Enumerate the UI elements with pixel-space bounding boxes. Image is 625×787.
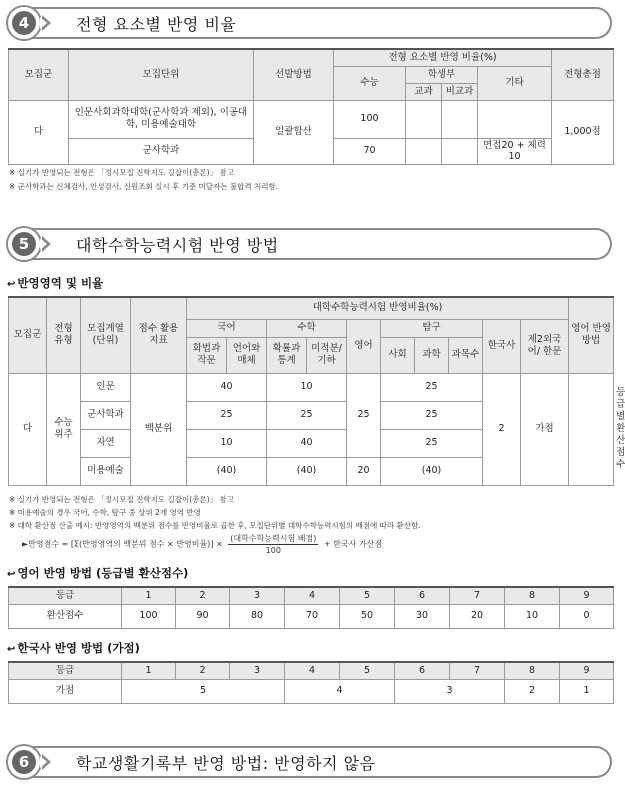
- section-number-badge: 6: [6, 744, 42, 780]
- cell-math: (40): [267, 457, 347, 485]
- note: ※ 실기가 반영되는 전형은 「정시모집 진학지도 길잡이(총론)」 참고: [9, 495, 234, 504]
- points-cell: 5: [122, 679, 285, 703]
- score-cell: 30: [395, 604, 450, 628]
- header-ko1: 화법과 작문: [187, 337, 227, 373]
- grade-cell: 4: [285, 587, 340, 604]
- grade-cell: 4: [285, 662, 340, 679]
- cell-total: 1,000점: [552, 100, 614, 165]
- subsection-title: ↩ 한국사 반영 방법 (가점): [7, 641, 140, 655]
- cell-method: 일괄합산: [254, 100, 334, 165]
- header-voc: 과목수: [449, 337, 483, 373]
- arrow-bullet-icon: ↩: [7, 644, 16, 655]
- header-group: 모집군: [9, 297, 47, 373]
- grade-cell: 1: [122, 587, 176, 604]
- grade-cell: 8: [505, 662, 560, 679]
- grade-cell: 3: [230, 662, 285, 679]
- cell-voc-count: 2: [483, 373, 521, 485]
- cell-group: 다: [9, 373, 47, 485]
- header-ratio: 전형 요소별 반영 비율(%): [334, 49, 552, 66]
- grade-cell: 9: [560, 662, 614, 679]
- grade-cell: 2: [176, 662, 230, 679]
- grade-cell: 1: [122, 662, 176, 679]
- header-m2: 미적분/ 기하: [307, 337, 347, 373]
- header-series: 모집계열 (단위): [81, 297, 131, 373]
- header-math: 수학: [267, 319, 347, 337]
- grade-cell: 5: [340, 587, 395, 604]
- header-etc: 기타: [478, 66, 552, 100]
- cell-score: 백분위: [131, 373, 187, 485]
- header-inquiry: 탐구: [381, 319, 483, 337]
- section-5-header: [6, 226, 612, 262]
- history-points-table: [8, 661, 614, 704]
- arrow-icon: [42, 15, 51, 31]
- cell-unit-2: 군사학과: [69, 138, 254, 165]
- note: ※ 실기가 반영되는 전형은 「정시모집 진학지도 길잡이(총론)」 참고: [9, 168, 234, 177]
- score-cell: 70: [285, 604, 340, 628]
- note: ※ 대학 환산점 산출 예시: 반영영역의 백분위 점수를 반영비율로 곱한 후, 모집단위별 대학수학능력시험의 배점에 따라 환산함.: [9, 521, 421, 530]
- cell-unit-1: 인문사회과학대학(군사학과 제외), 이공대학, 미용예술대학: [69, 100, 254, 138]
- points-cell: 1: [560, 679, 614, 703]
- section-number-badge: 5: [6, 226, 42, 262]
- arrow-icon: [42, 236, 51, 252]
- header-history: 한국사: [483, 319, 521, 373]
- csat-ratio-table: 모집군 전형 유형 모집계열 (단위) 점수 활용 지표 대학수학능력시험 반영비율(%) 영어 반영 방법 국어 수학 영어 탐구 한국사 제2외국어/ 한문 화법과 작문 언어와 매체 확률과통계 미적분/ 기하 사회 과학 과목수 다 수능 위주 인문 백분위 40 10 25 25 2 가점 등급별 환산점수 군사학과 25 25 25 자연 10 40 25 미용예술 (40) (40) 20 (40): [8, 296, 614, 486]
- note: ※ 군사학과는 신체검사, 인성검사, 신원조회 실시 후 기준 미달자는 불합격 처리함.: [9, 182, 279, 191]
- grade-cell: 6: [395, 662, 450, 679]
- header-unit: 모집단위: [69, 49, 254, 100]
- cell-series: 군사학과: [81, 401, 131, 429]
- score-cell: 10: [505, 604, 560, 628]
- header-science: 과학: [415, 337, 449, 373]
- cell-series: 미용예술: [81, 457, 131, 485]
- header-eng-method: 영어 반영 방법: [569, 297, 614, 373]
- header-total: 전형총점: [552, 49, 614, 100]
- header-method: 선발방법: [254, 49, 334, 100]
- cell-inquiry: 25: [381, 429, 483, 457]
- header-ratio: 대학수학능력시험 반영비율(%): [187, 297, 569, 319]
- score-formula: ►반영점수 = [Σ(반영영역의 백분위 점수 × 반영비율)] × $\frac{\text{(대학수학능력시험 배점)}}{100}$ + 한국사 가산점: [22, 534, 383, 555]
- arrow-bullet-icon: ↩: [7, 279, 16, 290]
- header-second-language: 제2외국어/ 한문: [521, 319, 569, 373]
- cell-etc-2: 면접20 + 체력10: [478, 138, 552, 165]
- cell-suneung-1: 100: [334, 100, 406, 138]
- header-ko2: 언어와 매체: [227, 337, 267, 373]
- row-label: 환산점수: [9, 604, 122, 628]
- header-korean: 국어: [187, 319, 267, 337]
- header-suneung: 수능: [334, 66, 406, 100]
- grade-cell: 5: [340, 662, 395, 679]
- points-cell: 4: [285, 679, 395, 703]
- cell-history: 가점: [521, 373, 569, 485]
- cell-math: 25: [267, 401, 347, 429]
- section-title: 학교생활기록부 반영 방법: 반영하지 않음: [76, 754, 376, 773]
- cell-inquiry: 25: [381, 373, 483, 401]
- header-grade: 등급: [9, 587, 122, 604]
- cell-korean: 10: [187, 429, 267, 457]
- note: ※ 미용예술의 경우 국어, 수학, 탐구 중 상위 2개 영역 반영: [9, 508, 201, 517]
- grade-cell: 3: [230, 587, 285, 604]
- score-cell: 90: [176, 604, 230, 628]
- cell-inquiry: 25: [381, 401, 483, 429]
- english-score-table: [8, 586, 614, 629]
- section-title: 대학수학능력시험 반영 방법: [76, 236, 279, 255]
- header-nonsubject: 비교과: [442, 83, 478, 100]
- cell-korean: (40): [187, 457, 267, 485]
- section-title: 전형 요소별 반영 비율: [76, 15, 237, 34]
- section-number-badge: 4: [6, 5, 42, 41]
- cell-english: 20: [347, 457, 381, 485]
- score-cell: 100: [122, 604, 176, 628]
- grade-cell: 7: [450, 662, 505, 679]
- cell-series: 인문: [81, 373, 131, 401]
- header-hak: 학생부: [406, 66, 478, 83]
- header-group: 모집군: [9, 49, 69, 100]
- score-cell: 20: [450, 604, 505, 628]
- grade-cell: 2: [176, 587, 230, 604]
- arrow-bullet-icon: ↩: [7, 569, 16, 580]
- cell-series: 자연: [81, 429, 131, 457]
- formula-fraction: $\frac{\text{(대학수학능력시험 배점)}}{100}$: [230, 534, 317, 555]
- header-type: 전형 유형: [47, 297, 81, 373]
- cell-korean: 40: [187, 373, 267, 401]
- cell-english: 25: [347, 373, 381, 457]
- grade-cell: 8: [505, 587, 560, 604]
- factor-ratio-table: [8, 48, 614, 165]
- cell-inquiry: (40): [381, 457, 483, 485]
- score-cell: 50: [340, 604, 395, 628]
- score-cell: 0: [560, 604, 614, 628]
- header-english: 영어: [347, 319, 381, 373]
- row-label: 가점: [9, 679, 122, 703]
- grade-cell: 7: [450, 587, 505, 604]
- grade-cell: 9: [560, 587, 614, 604]
- cell-type: 수능 위주: [47, 373, 81, 485]
- arrow-icon: [42, 754, 51, 770]
- score-cell: 80: [230, 604, 285, 628]
- subsection-title: ↩ 반영영역 및 비율: [7, 276, 104, 290]
- cell-math: 10: [267, 373, 347, 401]
- cell-korean: 25: [187, 401, 267, 429]
- header-score: 점수 활용 지표: [131, 297, 187, 373]
- cell-math: 40: [267, 429, 347, 457]
- cell-suneung-2: 70: [334, 138, 406, 165]
- points-cell: 2: [505, 679, 560, 703]
- points-cell: 3: [395, 679, 505, 703]
- grade-cell: 6: [395, 587, 450, 604]
- header-m1: 확률과통계: [267, 337, 307, 373]
- section-6-header: [6, 744, 612, 780]
- section-4-header: [6, 5, 612, 41]
- header-social: 사회: [381, 337, 415, 373]
- subsection-title: ↩ 영어 반영 방법 (등급별 환산점수): [7, 566, 189, 580]
- cell-group: 다: [9, 100, 69, 165]
- header-subject: 교과: [406, 83, 442, 100]
- header-grade: 등급: [9, 662, 122, 679]
